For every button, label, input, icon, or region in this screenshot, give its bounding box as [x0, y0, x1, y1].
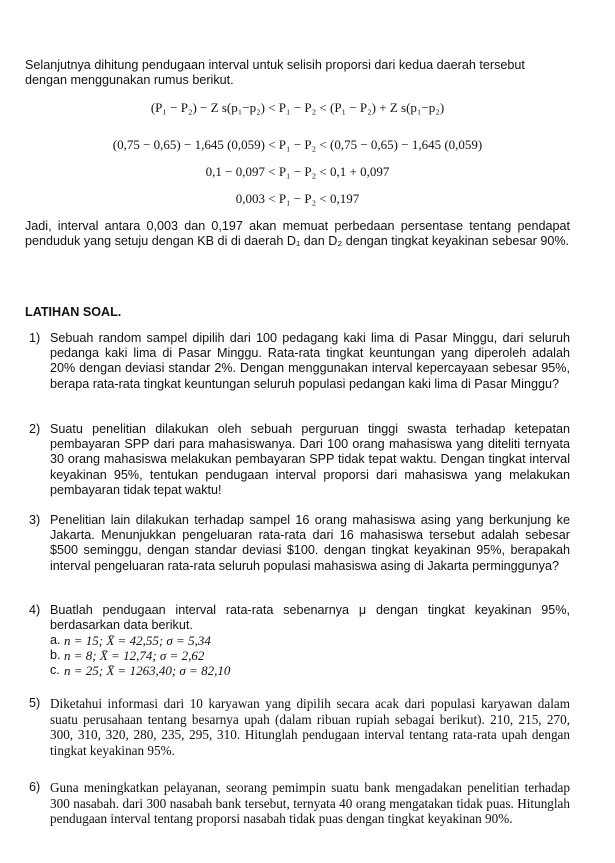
intro-paragraph — [25, 58, 570, 88]
question-text: Sebuah random sampel dipilih dari 100 pedagang kaki lima di Pasar Minggu, dari seluruh pedanga kaki lima di Pasar Minggu. Rata-rata tingkat keuntungan yang diperoleh adalah 20% dengan deviasi standar 2%. Dengan menggunakan interval kepercayaan sebesar 95%, berapa rata-rata tingkat keuntungan seluruh populasi pedangan kaki lima di Pasar Minggu? — [50, 331, 570, 391]
question-4 — [25, 603, 570, 687]
equation-simplified — [25, 164, 570, 180]
question-text: Guna meningkatkan pelayanan, seorang pemimpin suatu bank mengadakan penelitian terhadap 300 nasabah. dari 300 nasabah bank tersebut, ternyata 40 orang mengatakan tidak puas. Hitunglah pendugaan interval tentang proporsi nasabah tidak puas dengan tingkat keyakinan 90%. — [50, 780, 570, 827]
question-text: Penelitian lain dilakukan terhadap sampel 16 orang mahasiswa asing yang berkunjung ke Jakarta. Menunjukkan pengeluaran rata-rata dari 16 mahasiswa tersebut adalah sebesar $500 seminggu, dengan standar deviasi $100. dengan tingkat keyakinan 95%, berapakah interval pengeluaran rata-rata seluruh populasi mahasiswa asing di Jakarta perminggunya? — [50, 513, 570, 573]
equation-simplified-text: 0,1 − 0,097 < P₁ − P₂ < 0,1 + 0,097 — [205, 164, 390, 179]
question-number: 6) — [29, 780, 41, 794]
equation-result — [25, 191, 570, 207]
question-number: 4) — [29, 603, 41, 617]
sub-item-text: n = 15; X̄ = 42,55; σ = 5,34 — [64, 633, 211, 649]
intro-line-1: Selanjutnya dihitung pendugaan interval untuk selisih proporsi dari kedua daerah tersebut — [25, 58, 525, 72]
conclusion-paragraph: Jadi, interval antara 0,003 dan 0,197 akan memuat perbedaan persentase tentang pendapat penduduk yang setuju dengan KB di di daerah D₁ dan D₂ dengan tingkat keyakinan sebesar 90%. — [25, 219, 570, 249]
question-number: 1) — [29, 331, 41, 345]
question-1 — [25, 331, 570, 407]
question-3 — [25, 513, 570, 589]
sub-item-a — [50, 633, 570, 648]
equation-substitution — [25, 137, 570, 153]
question-5 — [25, 696, 570, 762]
sub-item-label: c. — [50, 663, 60, 678]
question-6 — [25, 780, 570, 846]
question-2 — [25, 422, 570, 498]
question-text: Buatlah pendugaan interval rata-rata sebenarnya μ dengan tingkat keyakinan 95%, berdasarkan data berikut. — [50, 603, 570, 633]
equation-formula-text: (P₁ − P₂) − Z s(p₁−p₂) < P₁ − P₂ < (P₁ − P₂) + Z s(p₁−p₂) — [150, 100, 445, 115]
equation-substitution-text: (0,75 − 0,65) − 1,645 (0,059) < P₁ − P₂ < (0,75 − 0,65) − 1,645 (0,059) — [112, 137, 483, 152]
sub-item-label: b. — [50, 648, 61, 663]
sub-item-list — [50, 633, 570, 678]
sub-item-label: a. — [50, 633, 61, 648]
equation-result-text: 0,003 < P₁ − P₂ < 0,197 — [235, 191, 360, 206]
sub-item-b — [50, 648, 570, 663]
section-heading: LATIHAN SOAL. — [25, 305, 122, 319]
question-text: Suatu penelitian dilakukan oleh sebuah perguruan tinggi swasta terhadap ketepatan pembayaran SPP dari para mahasiswanya. Dari 100 orang mahasiswa yang diteliti ternyata 30 orang mahasiswa melakukan pembayaran SPP tidak tepat waktu. Dengan tingkat interval keyakinan 95%, tentukan pendugaan interval proporsi dari mahasiswa yang melakukan pembayaran tidak tepat waktu! — [50, 422, 570, 497]
sub-item-text: n = 25; X̄ = 1263,40; σ = 82,10 — [64, 663, 231, 679]
sub-item-c — [50, 663, 570, 678]
equation-formula — [25, 100, 570, 116]
sub-item-text: n = 8; X̄ = 12,74; σ = 2,62 — [64, 648, 205, 664]
question-number: 5) — [29, 696, 41, 710]
question-body — [50, 603, 570, 678]
question-number: 2) — [29, 422, 41, 436]
question-number: 3) — [29, 513, 41, 527]
question-text: Diketahui informasi dari 10 karyawan yang dipilih secara acak dari populasi karyawan dalam suatu perusahaan tentang besarnya upah (dalam ribuan rupiah sebagai berikut). 210, 215, 270, 300, 310, 320, 280, 235, 295, 310. Hitunglah pendugaan interval tentang rata-rata upah dengan tingkat keyakinan 95%. — [50, 696, 570, 758]
intro-line-2: dengan menggunakan rumus berikut. — [25, 73, 234, 88]
